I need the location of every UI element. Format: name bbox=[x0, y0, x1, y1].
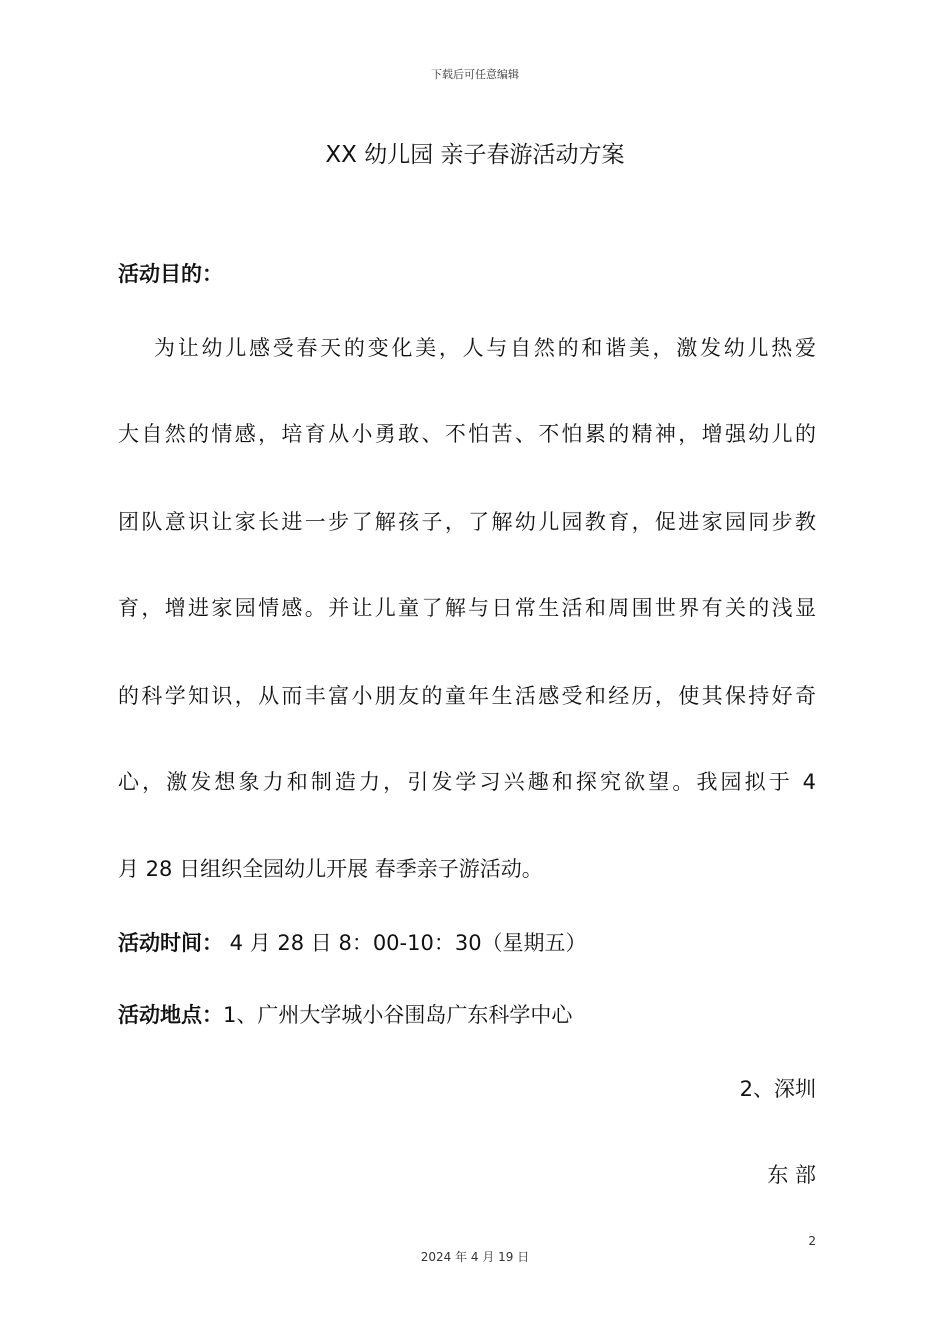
page-number: 2 bbox=[808, 1234, 816, 1248]
page-title: XX 幼儿园 亲子春游活动方案 bbox=[325, 142, 625, 168]
purpose-label: 活动目的： bbox=[118, 262, 223, 286]
location-line-3: 东 部 bbox=[767, 1163, 816, 1187]
purpose-line: 育，增进家园情感。并让儿童了解与日常生活和周围世界有关的浅显 bbox=[118, 596, 816, 620]
location-value: 1、广州大学城小谷围岛广东科学中心 bbox=[223, 1003, 573, 1027]
time-label: 活动时间： bbox=[118, 931, 223, 955]
purpose-line: 大自然的情感，培育从小勇敢、不怕苦、不怕累的精神，增强幼儿的 bbox=[118, 422, 816, 446]
time-row bbox=[118, 927, 587, 957]
location-line-2: 2、深圳 bbox=[739, 1077, 816, 1101]
footer-date: 2024 年 4 月 19 日 bbox=[420, 1250, 530, 1264]
time-value: 4 月 28 日 8：00-10：30（星期五） bbox=[223, 931, 587, 955]
purpose-line: 月 28 日组织全园幼儿开展 春季亲子游活动。 bbox=[118, 857, 543, 881]
header-note: 下载后可任意编辑 bbox=[431, 68, 519, 81]
purpose-line: 团队意识让家长进一步了解孩子，了解幼儿园教育，促进家园同步教 bbox=[118, 510, 816, 534]
purpose-line: 的科学知识，从而丰富小朋友的童年生活感受和经历，使其保持好奇 bbox=[118, 684, 816, 708]
purpose-line: 为让幼儿感受春天的变化美，人与自然的和谐美，激发幼儿热爱 bbox=[154, 336, 816, 360]
location-row bbox=[118, 999, 572, 1029]
purpose-line: 心，激发想象力和制造力，引发学习兴趣和探究欲望。我园拟于 4 bbox=[118, 770, 816, 794]
location-label: 活动地点： bbox=[118, 1003, 223, 1027]
